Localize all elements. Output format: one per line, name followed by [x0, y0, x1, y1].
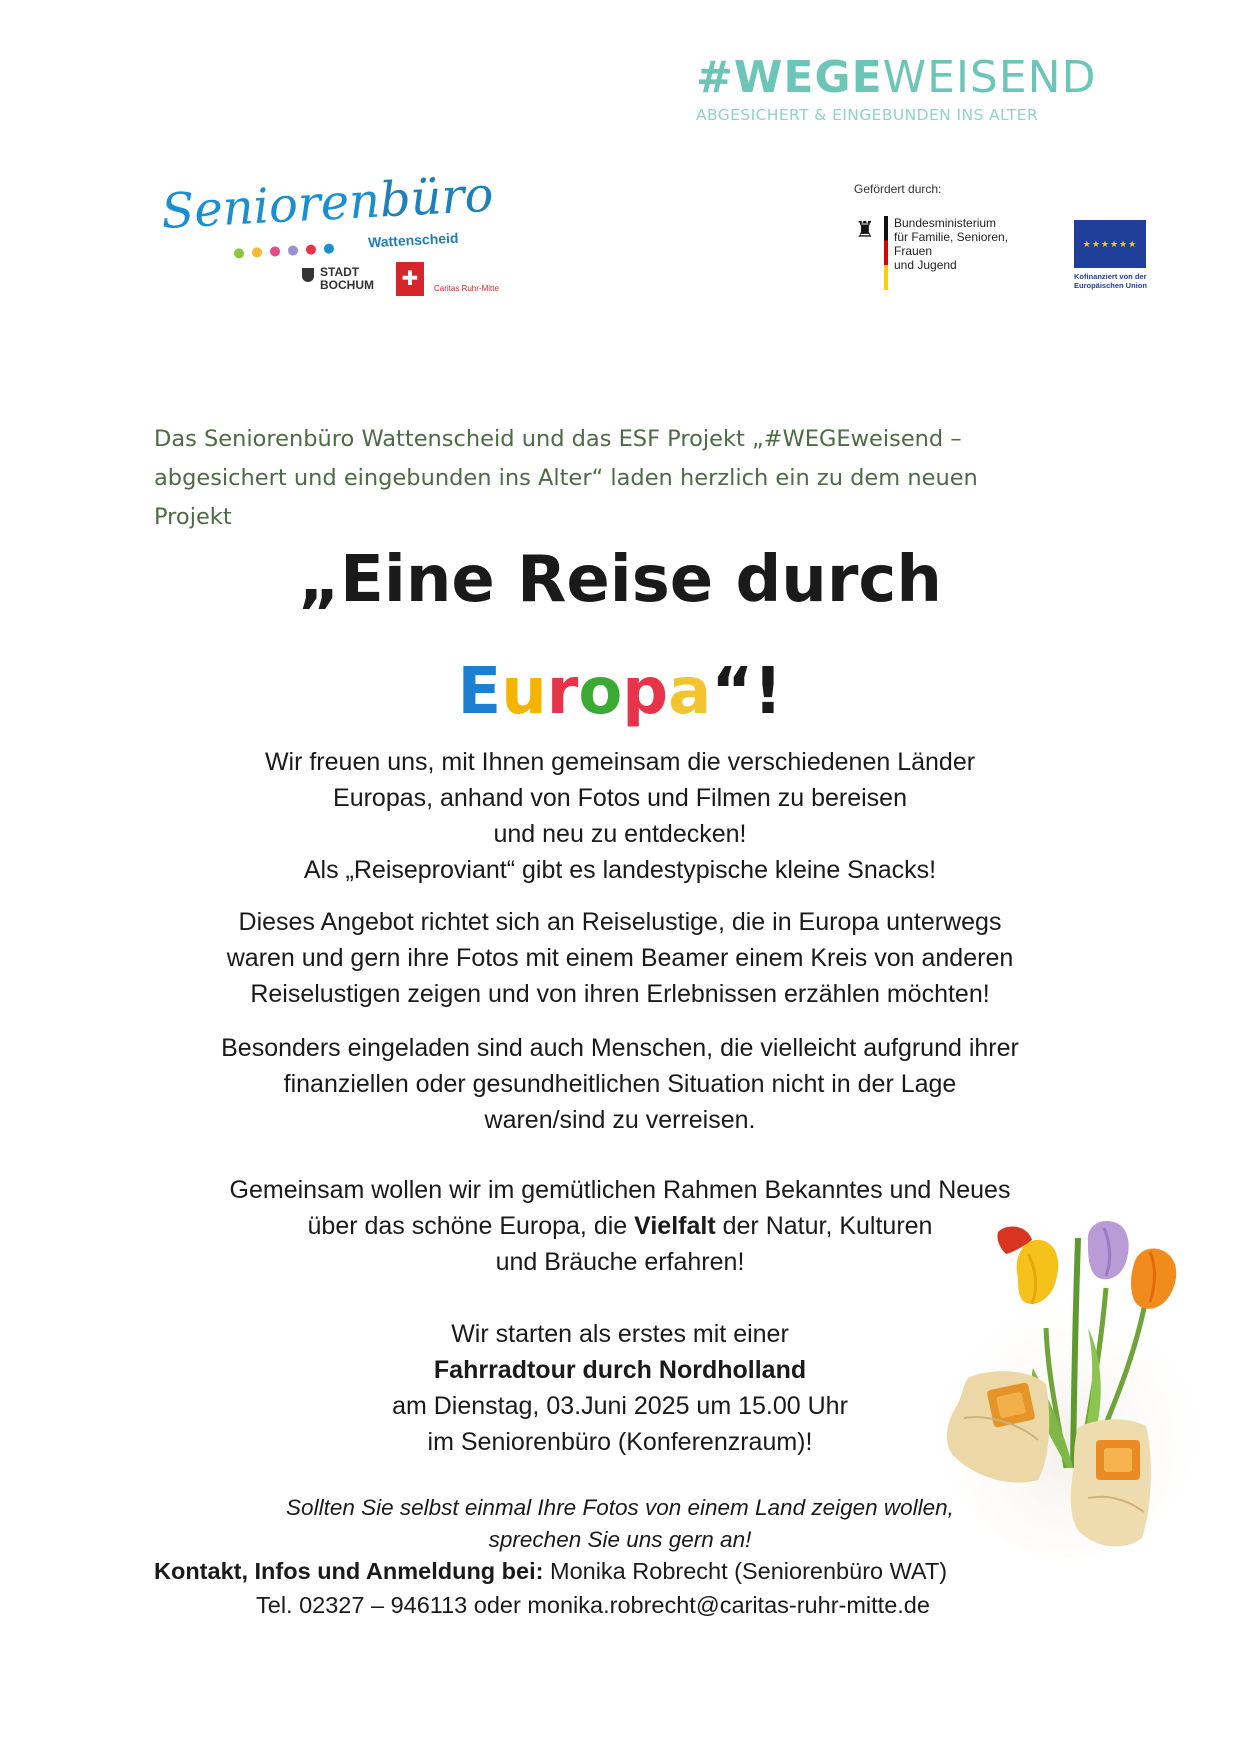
contact-person: Monika Robrecht (Seniorenbüro WAT) [543, 1558, 948, 1584]
ask-text [0, 1492, 1240, 1556]
event-intro: Wir starten als erstes mit einer [451, 1320, 789, 1348]
headline-tail: “! [711, 655, 783, 729]
stadt-bochum-logo [302, 266, 374, 292]
funding-label: Gefördert durch: [854, 182, 942, 196]
seniorenbuero-wordmark [160, 167, 495, 240]
europa-letter: a [668, 655, 712, 729]
wegeweisend-subtitle: ABGESICHERT & EINGEBUNDEN INS ALTER [696, 106, 1039, 124]
headline-line2 [0, 655, 1240, 729]
logo-dot [306, 244, 317, 255]
paragraph1-line4: Als „Reiseproviant“ gibt es landestypische kleine Snacks! [303, 856, 937, 884]
logo-dot [252, 247, 263, 258]
ministry-name [894, 216, 1044, 272]
paragraph1-line2: Europas, anhand von Fotos und Filmen zu bereisen [333, 784, 907, 812]
bmfsfj-logo [852, 216, 1044, 290]
paragraph2-line3: Reiselustigen zeigen und von ihren Erlebnissen erzählen möchten! [250, 980, 990, 1008]
german-flag-bar [884, 216, 888, 290]
europa-letter: u [501, 655, 547, 729]
paragraph2-line1: Dieses Angebot richtet sich an Reiselustige, die in Europa unterwegs [238, 908, 1002, 936]
wegeweisend-logo [696, 52, 1097, 124]
eu-line1: Kofinanziert von der [1074, 272, 1147, 281]
intro-text [154, 420, 1084, 537]
wegeweisend-title-light: WEISEND [882, 52, 1097, 103]
paragraph1-line1: Wir freuen uns, mit Ihnen gemeinsam die verschiedenen Länder [264, 748, 976, 776]
europa-letter: E [457, 655, 502, 729]
paragraph4-line1: Gemeinsam wollen wir im gemütlichen Rahmen Bekanntes und Neues [229, 1176, 1011, 1204]
stadt-bochum-line1: STADT [320, 265, 360, 279]
wegeweisend-title [696, 52, 1097, 103]
stadt-bochum-text [320, 266, 374, 292]
seniorenbuero-wordmark-part2: büro [378, 166, 495, 229]
caritas-cross-icon: ✚ [401, 268, 419, 290]
eu-logo [1074, 220, 1148, 290]
paragraph4-line2-before: über das schöne Europa, die [307, 1212, 635, 1240]
paragraph4-line3: und Bräuche erfahren! [495, 1248, 745, 1276]
ask-line2: sprechen Sie uns gern an! [488, 1527, 752, 1552]
caritas-logo-icon [396, 262, 424, 296]
eu-flag-icon [1074, 220, 1146, 268]
logo-dot [324, 243, 335, 254]
paragraph-intro [0, 744, 1240, 888]
paragraph-target-group [0, 904, 1240, 1012]
wegeweisend-title-bold: #WEGE [696, 52, 883, 103]
federal-eagle-icon: ♜ [855, 217, 875, 242]
ask-line1: Sollten Sie selbst einmal Ihre Fotos von einem Land zeigen wollen, [286, 1495, 954, 1520]
ministry-line1: Bundesministerium [894, 216, 997, 230]
seniorenbuero-logo [160, 166, 520, 304]
europa-word [457, 655, 711, 729]
seniorenbuero-wordmark-part1: Senioren [160, 172, 382, 240]
caritas-text: Caritas Ruhr-Mitte [434, 284, 499, 293]
logo-dot [288, 245, 299, 256]
europa-letter: p [622, 655, 669, 729]
europa-letter: o [578, 655, 623, 729]
paragraph1-line3: und neu zu entdecken! [493, 820, 747, 848]
eu-cofinanced-text [1074, 272, 1148, 290]
stadt-bochum-line2: BOCHUM [320, 278, 374, 292]
headline-line1: „Eine Reise durch [298, 543, 942, 617]
seniorenbuero-location: Wattenscheid [367, 229, 459, 251]
eu-line2: Europäischen Union [1074, 281, 1147, 290]
paragraph3-line3: waren/sind zu verreisen. [484, 1106, 756, 1134]
event-date: am Dienstag, 03.Juni 2025 um 15.00 Uhr [392, 1392, 848, 1420]
bochum-crest-icon [302, 268, 314, 282]
paragraph4-line2-after: der Natur, Kulturen [715, 1212, 933, 1240]
paragraph3-line2: finanziellen oder gesundheitlichen Situation nicht in der Lage [283, 1070, 957, 1098]
contact-line [154, 1554, 1154, 1588]
paragraph2-line2: waren und gern ihre Fotos mit einem Beamer einem Kreis von anderen [226, 944, 1014, 972]
paragraph-invitation [0, 1030, 1240, 1138]
seniorenbuero-dots [234, 243, 334, 258]
tulip-orange [1131, 1249, 1176, 1309]
contact-info [154, 1554, 1154, 1622]
europa-letter: r [546, 655, 579, 729]
contact-label: Kontakt, Infos und Anmeldung bei: [154, 1558, 544, 1584]
ministry-line2: für Familie, Senioren, Frauen [894, 230, 1009, 258]
logo-dot [234, 248, 245, 259]
tulip-purple [1088, 1221, 1129, 1279]
event-place: im Seniorenbüro (Konferenzraum)! [427, 1428, 813, 1456]
ministry-line3: und Jugend [894, 258, 957, 272]
paragraph4-vielfalt: Vielfalt [634, 1212, 716, 1240]
eu-stars-icon: ★★★★★★ [1082, 238, 1138, 249]
logo-dot [270, 246, 281, 257]
intro-line3: Projekt [154, 504, 232, 530]
contact-phone-email[interactable]: Tel. 02327 – 946113 oder monika.robrecht@caritas-ruhr-mitte.de [256, 1592, 930, 1618]
intro-line1: Das Seniorenbüro Wattenscheid und das ESF Projekt „#WEGEweisend – [154, 426, 962, 452]
paragraph3-line1: Besonders eingeladen sind auch Menschen, die vielleicht aufgrund ihrer [221, 1034, 1019, 1062]
intro-line2: abgesichert und eingebunden ins Alter“ laden herzlich ein zu dem neuen [154, 465, 978, 491]
event-title: Fahrradtour durch Nordholland [433, 1356, 807, 1384]
